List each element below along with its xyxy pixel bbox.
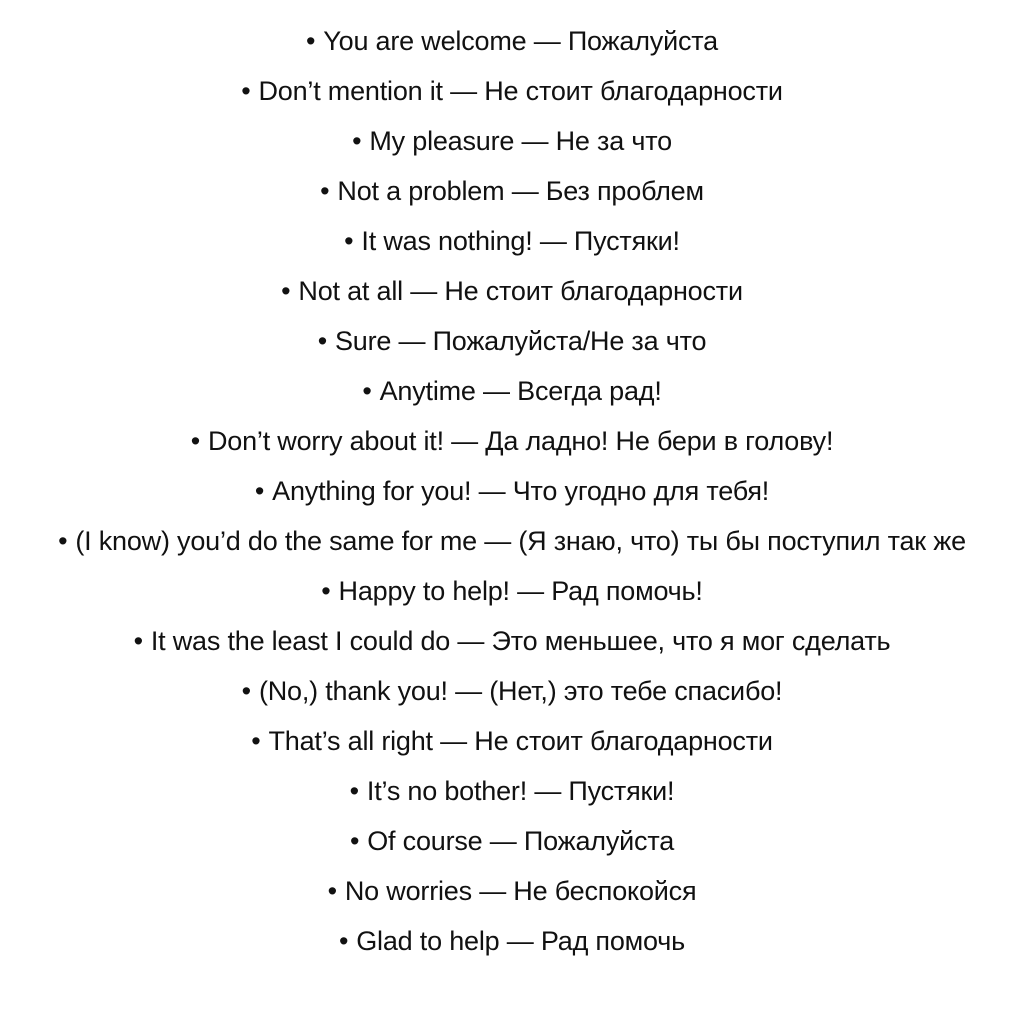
list-item [8, 166, 1016, 216]
list-item [8, 516, 1016, 566]
bullet: • [327, 876, 337, 906]
bullet: • [251, 726, 261, 756]
phrase-text: Anytime — Всегда рад! [379, 376, 662, 406]
bullet: • [349, 826, 360, 856]
list-item [8, 316, 1016, 366]
bullet: • [281, 276, 291, 306]
phrase-text: It’s no bother! — Пустяки! [366, 776, 675, 806]
phrase-text: Sure — Пожалуйста/Не за что [334, 326, 707, 356]
bullet: • [352, 126, 362, 156]
bullet: • [321, 576, 331, 606]
list-item [8, 116, 1016, 166]
list-item [8, 666, 1016, 716]
phrase-text: Happy to help! — Рад помочь! [338, 576, 703, 606]
list-item [8, 66, 1016, 116]
list-item [8, 216, 1016, 266]
phrase-text: Not at all — Не стоит благодарности [298, 276, 743, 306]
bullet: • [58, 526, 68, 556]
list-item [8, 866, 1016, 916]
list-item [8, 816, 1016, 866]
bullet: • [349, 776, 359, 806]
phrase-list [0, 16, 1024, 966]
bullet: • [241, 76, 251, 106]
list-item [8, 716, 1016, 766]
phrase-text: Not a problem — Без проблем [337, 176, 704, 206]
list-item [8, 416, 1016, 466]
phrase-text: (No,) thank you! — (Нет,) это тебе спасибо! [258, 676, 783, 706]
list-item [8, 466, 1016, 516]
bullet: • [344, 226, 354, 256]
phrase-text: (I know) you’d do the same for me — (Я знаю, что) ты бы поступил так же [75, 526, 966, 556]
phrase-text: Don’t worry about it! — Да ладно! Не бери в голову! [207, 426, 834, 456]
phrase-text: That’s all right — Не стоит благодарности [268, 726, 773, 756]
list-item [8, 366, 1016, 416]
bullet: • [362, 376, 372, 406]
phrase-text: Of course — Пожалуйста [367, 826, 675, 856]
phrase-text: It was the least I could do — Это меньшее, что я мог сделать [150, 626, 891, 656]
list-item [8, 266, 1016, 316]
list-item [8, 916, 1016, 966]
list-item [8, 766, 1016, 816]
bullet: • [190, 426, 200, 456]
phrase-text: It was nothing! — Пустяки! [361, 226, 680, 256]
phrase-text: Anything for you! — Что угодно для тебя! [272, 476, 770, 506]
phrase-text: No worries — Не беспокойся [344, 876, 697, 906]
phrase-text: My pleasure — Не за что [369, 126, 672, 156]
list-item [8, 566, 1016, 616]
bullet: • [254, 476, 265, 506]
bullet: • [133, 626, 143, 656]
bullet: • [317, 326, 327, 356]
list-item [8, 16, 1016, 66]
list-item [8, 616, 1016, 666]
phrase-text: You are welcome — Пожалуйста [323, 26, 718, 56]
bullet: • [241, 676, 251, 706]
bullet: • [320, 176, 330, 206]
phrase-text: Glad to help — Рад помочь [356, 926, 685, 956]
bullet: • [338, 926, 349, 956]
phrase-text: Don’t mention it — Не стоит благодарности [258, 76, 783, 106]
bullet: • [306, 26, 316, 56]
